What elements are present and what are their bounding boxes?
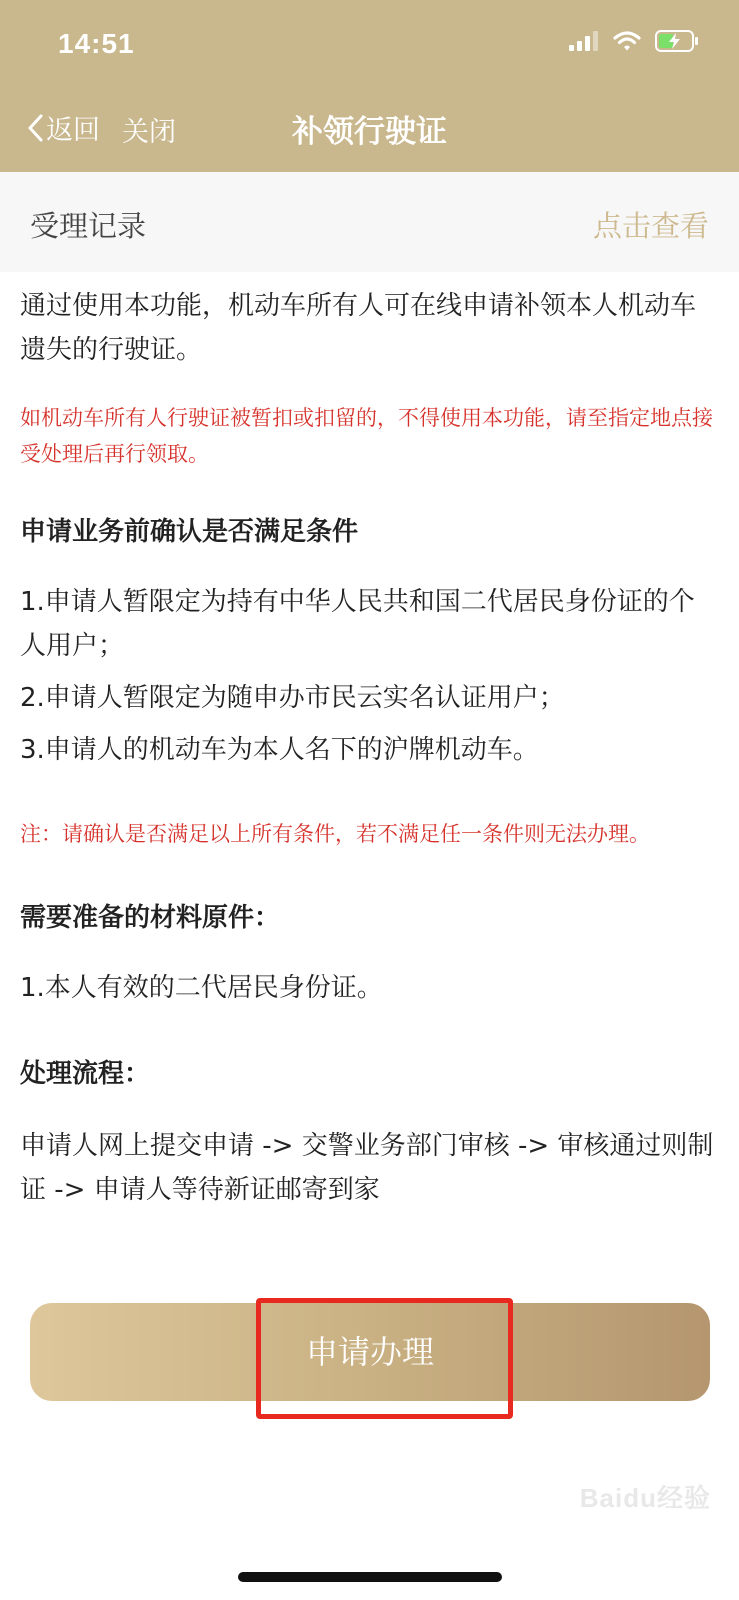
- materials-heading: 需要准备的材料原件：: [20, 903, 281, 933]
- list-item: 2.申请人暂限定为随申办市民云实名认证用户；: [20, 683, 565, 713]
- battery-charging-icon: [655, 30, 699, 56]
- view-record-link[interactable]: 点击查看: [592, 209, 709, 243]
- status-time: 14:51: [58, 28, 135, 59]
- list-item: 3.申请人的机动车为本人名下的沪牌机动车。: [20, 735, 539, 765]
- close-button[interactable]: 关闭: [122, 117, 176, 148]
- status-icons: [569, 30, 699, 56]
- record-label: 受理记录: [30, 209, 147, 243]
- back-label: 返回: [46, 115, 100, 146]
- conditions-heading: 申请业务前确认是否满足条件: [20, 517, 359, 547]
- highlight-annotation-box: [256, 1298, 513, 1419]
- main-content: [20, 284, 720, 1212]
- warning-text: 如机动车所有人行驶证被暂扣或扣留的，不得使用本功能，请至指定地点接受处理后再行领取。: [20, 406, 713, 466]
- wifi-icon: [613, 30, 641, 56]
- intro-text: 通过使用本功能，机动车所有人可在线申请补领本人机动车遗失的行驶证。: [20, 291, 697, 365]
- watermark: Baidu经验: [579, 1483, 711, 1513]
- record-bar[interactable]: [0, 172, 739, 272]
- list-item: 1.申请人暂限定为持有中华人民共和国二代居民身份证的个人用户；: [20, 587, 695, 661]
- signal-icon: [569, 31, 599, 55]
- note-text: 注：请确认是否满足以上所有条件，若不满足任一条件则无法办理。: [20, 822, 650, 846]
- app-header: [0, 0, 739, 172]
- page-title: 补领行驶证: [292, 114, 447, 150]
- apply-button[interactable]: 申请办理: [30, 1303, 710, 1401]
- process-heading: 处理流程：: [20, 1059, 151, 1089]
- conditions-list: [20, 580, 720, 772]
- process-text: 申请人网上提交申请 -> 交警业务部门审核 -> 审核通过则制证 -> 申请人等待新证邮寄到家: [20, 1131, 714, 1205]
- home-indicator: [238, 1572, 502, 1582]
- list-item: 1.本人有效的二代居民身份证。: [20, 973, 383, 1003]
